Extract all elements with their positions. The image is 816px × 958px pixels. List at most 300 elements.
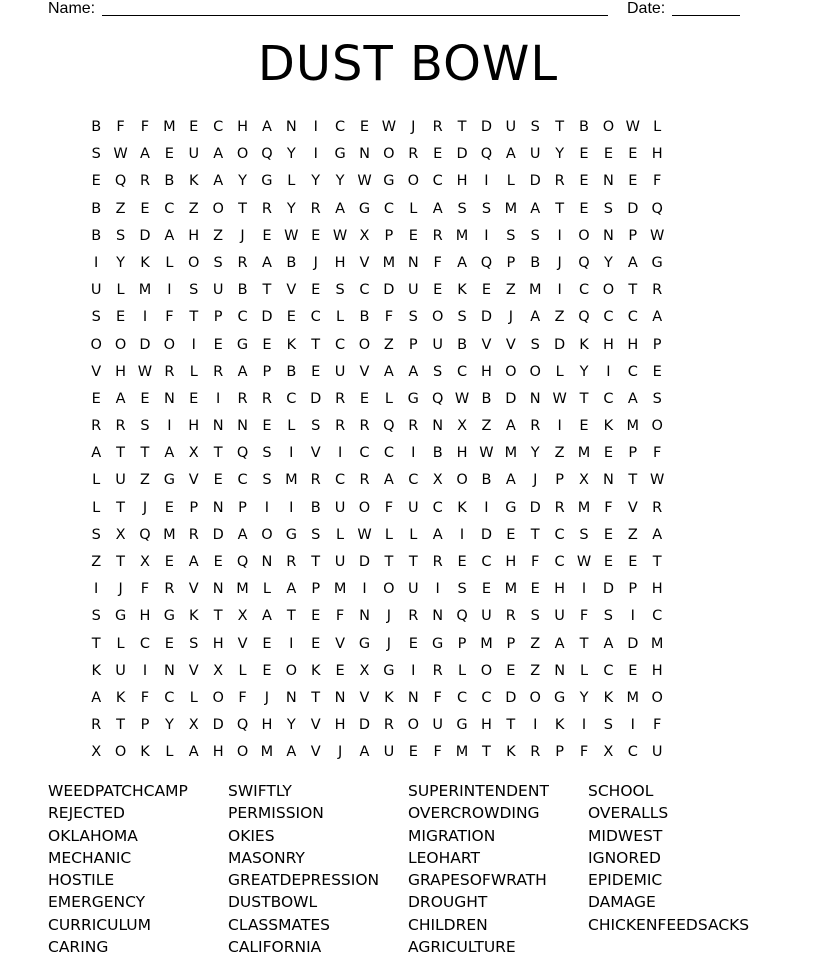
grid-letter[interactable]: J — [142, 499, 148, 516]
grid-letter[interactable]: C — [139, 635, 151, 652]
grid-letter[interactable]: F — [433, 254, 442, 271]
grid-letter[interactable]: B — [91, 200, 102, 217]
grid-letter[interactable]: V — [310, 445, 321, 462]
grid-letter[interactable]: L — [579, 662, 589, 679]
grid-letter[interactable]: E — [189, 119, 199, 135]
grid-letter[interactable]: E — [164, 554, 174, 570]
grid-letter[interactable]: V — [627, 499, 638, 516]
grid-letter[interactable]: E — [262, 227, 272, 244]
grid-letter[interactable]: O — [212, 689, 224, 706]
grid-letter[interactable]: T — [311, 689, 321, 706]
grid-letter[interactable]: V — [505, 336, 516, 353]
grid-letter[interactable]: S — [481, 200, 492, 217]
grid-letter[interactable]: T — [530, 526, 540, 543]
grid-letter[interactable]: B — [457, 336, 468, 353]
grid-letter[interactable]: Q — [114, 173, 127, 190]
grid-letter[interactable]: M — [504, 200, 518, 217]
grid-letter[interactable]: L — [336, 309, 345, 326]
grid-letter[interactable]: U — [407, 581, 419, 598]
grid-letter[interactable]: C — [237, 472, 248, 489]
grid-letter[interactable]: K — [189, 608, 199, 625]
grid-letter[interactable]: V — [359, 254, 370, 271]
grid-letter[interactable]: C — [432, 499, 443, 516]
grid-letter[interactable]: O — [529, 689, 541, 706]
grid-letter[interactable]: M — [626, 689, 640, 706]
grid-letter[interactable]: U — [115, 472, 126, 489]
grid-letter[interactable]: D — [627, 200, 639, 217]
grid-letter[interactable]: D — [212, 717, 224, 734]
grid-letter[interactable]: I — [289, 445, 294, 462]
grid-letter[interactable]: P — [408, 336, 418, 353]
grid-letter[interactable]: H — [188, 418, 200, 435]
grid-letter[interactable]: R — [91, 717, 102, 734]
grid-letter[interactable]: E — [579, 200, 589, 217]
grid-letter[interactable]: D — [529, 499, 541, 516]
grid-letter[interactable]: G — [505, 499, 517, 516]
grid-letter[interactable]: F — [433, 744, 442, 761]
grid-letter[interactable]: J — [118, 581, 123, 598]
grid-letter[interactable]: I — [484, 227, 489, 244]
grid-letter[interactable]: X — [188, 717, 199, 734]
grid-letter[interactable]: E — [579, 146, 589, 163]
grid-letter[interactable]: E — [408, 227, 418, 244]
grid-letter[interactable]: C — [237, 309, 248, 326]
grid-letter[interactable]: N — [432, 418, 444, 435]
grid-letter[interactable]: T — [506, 717, 516, 734]
grid-letter[interactable]: S — [579, 526, 589, 543]
grid-letter[interactable]: F — [140, 689, 150, 706]
grid-letter[interactable]: T — [116, 554, 126, 570]
grid-letter[interactable]: I — [557, 282, 562, 299]
grid-letter[interactable]: J — [264, 689, 270, 706]
grid-letter[interactable]: U — [334, 363, 346, 380]
grid-letter[interactable]: A — [530, 309, 541, 326]
grid-letter[interactable]: P — [384, 227, 394, 244]
grid-letter[interactable]: E — [603, 146, 613, 163]
grid-letter[interactable]: Q — [578, 309, 590, 326]
grid-letter[interactable]: P — [238, 499, 247, 516]
grid-letter[interactable]: D — [602, 581, 614, 598]
grid-letter[interactable]: E — [335, 662, 345, 679]
grid-letter[interactable]: L — [189, 363, 198, 380]
grid-letter[interactable]: J — [240, 227, 245, 244]
grid-letter[interactable]: I — [94, 254, 99, 271]
grid-letter[interactable]: W — [650, 472, 665, 489]
grid-letter[interactable]: O — [578, 227, 590, 244]
grid-letter[interactable]: K — [140, 744, 150, 761]
grid-letter[interactable]: T — [116, 445, 126, 462]
grid-letter[interactable]: R — [408, 418, 419, 435]
grid-letter[interactable]: X — [579, 472, 589, 489]
grid-letter[interactable]: E — [164, 146, 174, 163]
grid-letter[interactable]: G — [553, 689, 566, 706]
grid-letter[interactable]: X — [359, 227, 370, 244]
grid-letter[interactable]: X — [115, 526, 126, 543]
grid-letter[interactable]: I — [484, 499, 489, 516]
grid-letter[interactable]: E — [628, 146, 638, 163]
grid-letter[interactable]: A — [237, 363, 248, 380]
grid-letter[interactable]: J — [386, 608, 392, 625]
grid-letter[interactable]: U — [432, 336, 443, 353]
grid-letter[interactable]: N — [602, 472, 614, 489]
grid-letter[interactable]: H — [602, 336, 614, 353]
grid-letter[interactable]: F — [653, 173, 662, 190]
grid-letter[interactable]: M — [285, 472, 298, 489]
grid-letter[interactable]: W — [113, 146, 128, 163]
grid-letter[interactable]: N — [261, 554, 273, 570]
grid-letter[interactable]: E — [213, 554, 223, 570]
grid-letter[interactable]: R — [115, 418, 126, 435]
grid-letter[interactable]: R — [91, 418, 102, 435]
grid-letter[interactable]: E — [457, 554, 467, 570]
grid-letter[interactable]: E — [506, 526, 516, 543]
grid-letter[interactable]: T — [213, 608, 223, 625]
grid-letter[interactable]: E — [408, 635, 418, 652]
grid-letter[interactable]: U — [383, 744, 395, 761]
grid-letter[interactable]: O — [358, 336, 371, 353]
grid-letter[interactable]: S — [506, 227, 516, 244]
grid-letter[interactable]: S — [603, 717, 613, 734]
grid-letter[interactable]: P — [628, 445, 638, 462]
grid-letter[interactable]: R — [164, 363, 175, 380]
grid-letter[interactable]: R — [359, 418, 370, 435]
grid-letter[interactable]: O — [114, 744, 127, 761]
grid-letter[interactable]: A — [652, 526, 663, 543]
grid-letter[interactable]: O — [651, 689, 663, 706]
grid-letter[interactable]: X — [457, 418, 468, 435]
grid-letter[interactable]: H — [480, 717, 492, 734]
grid-letter[interactable]: H — [651, 146, 663, 163]
grid-letter[interactable]: Z — [554, 309, 565, 326]
grid-letter[interactable]: U — [505, 119, 517, 135]
grid-letter[interactable]: A — [261, 608, 272, 625]
grid-letter[interactable]: P — [189, 499, 199, 516]
grid-letter[interactable]: L — [409, 526, 418, 543]
grid-letter[interactable]: Z — [627, 526, 638, 543]
grid-letter[interactable]: E — [481, 581, 492, 598]
grid-letter[interactable]: A — [91, 689, 102, 706]
grid-letter[interactable]: W — [479, 445, 494, 462]
grid-letter[interactable]: K — [457, 499, 467, 516]
grid-letter[interactable]: K — [384, 689, 394, 706]
grid-letter[interactable]: E — [530, 581, 540, 598]
grid-letter[interactable]: K — [286, 336, 297, 353]
grid-letter[interactable]: D — [261, 309, 273, 326]
grid-letter[interactable]: L — [287, 173, 296, 190]
grid-letter[interactable]: U — [334, 499, 346, 516]
grid-letter[interactable]: M — [626, 418, 640, 435]
grid-letter[interactable]: B — [481, 390, 492, 407]
grid-letter[interactable]: Z — [530, 635, 541, 652]
grid-letter[interactable]: I — [94, 581, 99, 598]
grid-letter[interactable]: U — [554, 608, 565, 625]
grid-letter[interactable]: L — [555, 363, 564, 380]
grid-letter[interactable]: S — [91, 309, 101, 326]
grid-letter[interactable]: E — [603, 445, 613, 462]
grid-letter[interactable]: T — [482, 744, 491, 761]
grid-letter[interactable]: S — [335, 282, 345, 299]
grid-letter[interactable]: C — [335, 336, 346, 353]
grid-letter[interactable]: U — [407, 499, 419, 516]
grid-letter[interactable]: G — [432, 635, 444, 652]
grid-letter[interactable]: V — [188, 472, 199, 489]
grid-letter[interactable]: Q — [578, 254, 590, 271]
grid-letter[interactable]: E — [506, 662, 516, 679]
grid-letter[interactable]: E — [481, 282, 492, 299]
grid-letter[interactable]: A — [213, 146, 224, 163]
grid-letter[interactable]: G — [285, 526, 297, 543]
grid-letter[interactable]: R — [237, 254, 248, 271]
grid-letter[interactable]: F — [384, 499, 394, 516]
grid-letter[interactable]: R — [261, 200, 272, 217]
grid-letter[interactable]: Y — [116, 254, 126, 271]
grid-letter[interactable]: I — [557, 418, 562, 435]
grid-letter[interactable]: E — [433, 282, 443, 299]
grid-letter[interactable]: X — [91, 744, 102, 761]
grid-letter[interactable]: T — [579, 635, 589, 652]
grid-letter[interactable]: H — [480, 363, 492, 380]
grid-letter[interactable]: O — [358, 499, 371, 516]
grid-letter[interactable]: Q — [383, 418, 395, 435]
grid-letter[interactable]: V — [481, 336, 492, 353]
grid-letter[interactable]: O — [236, 146, 249, 163]
grid-letter[interactable]: A — [383, 472, 394, 489]
grid-letter[interactable]: K — [140, 254, 150, 271]
grid-letter[interactable]: C — [603, 662, 614, 679]
grid-letter[interactable]: C — [456, 363, 468, 380]
grid-letter[interactable]: O — [456, 472, 468, 489]
grid-letter[interactable]: V — [310, 717, 321, 734]
grid-letter[interactable]: M — [504, 445, 518, 462]
grid-letter[interactable]: I — [411, 445, 416, 462]
grid-letter[interactable]: E — [213, 472, 223, 489]
grid-letter[interactable]: C — [359, 282, 370, 299]
grid-letter[interactable]: P — [506, 254, 516, 271]
grid-letter[interactable]: F — [653, 717, 662, 734]
grid-letter[interactable]: T — [213, 445, 223, 462]
grid-letter[interactable]: S — [408, 309, 418, 326]
grid-letter[interactable]: Z — [140, 472, 150, 489]
grid-letter[interactable]: O — [212, 200, 224, 217]
grid-letter[interactable]: L — [92, 499, 101, 516]
grid-letter[interactable]: N — [554, 662, 566, 679]
grid-letter[interactable]: B — [310, 499, 321, 516]
grid-letter[interactable]: I — [264, 499, 270, 516]
grid-letter[interactable]: R — [261, 390, 272, 407]
grid-letter[interactable]: J — [533, 472, 538, 489]
grid-letter[interactable]: W — [650, 227, 665, 244]
grid-letter[interactable]: Q — [480, 146, 493, 163]
grid-letter[interactable]: I — [581, 581, 587, 598]
grid-letter[interactable]: L — [116, 635, 125, 652]
grid-letter[interactable]: E — [164, 499, 174, 516]
grid-letter[interactable]: D — [505, 689, 517, 706]
grid-letter[interactable]: R — [652, 499, 663, 516]
grid-letter[interactable]: I — [216, 390, 221, 407]
grid-letter[interactable]: A — [627, 254, 638, 271]
grid-letter[interactable]: Q — [236, 554, 249, 570]
grid-letter[interactable]: I — [557, 227, 562, 244]
grid-letter[interactable]: T — [628, 472, 638, 489]
grid-letter[interactable]: Z — [383, 336, 394, 353]
grid-letter[interactable]: T — [579, 390, 589, 407]
grid-letter[interactable]: Q — [480, 254, 493, 271]
grid-letter[interactable]: O — [602, 282, 615, 299]
grid-letter[interactable]: E — [213, 336, 223, 353]
grid-letter[interactable]: S — [115, 227, 126, 244]
grid-letter[interactable]: R — [237, 390, 248, 407]
grid-letter[interactable]: L — [653, 119, 662, 135]
grid-letter[interactable]: I — [362, 581, 367, 598]
grid-letter[interactable]: S — [91, 608, 101, 625]
grid-letter[interactable]: S — [91, 526, 101, 543]
grid-letter[interactable]: E — [311, 635, 321, 652]
grid-letter[interactable]: E — [116, 309, 126, 326]
grid-letter[interactable]: G — [163, 608, 175, 625]
grid-letter[interactable]: C — [164, 689, 175, 706]
grid-letter[interactable]: Y — [286, 717, 296, 734]
grid-letter[interactable]: D — [480, 526, 493, 543]
grid-letter[interactable]: Q — [431, 390, 444, 407]
grid-letter[interactable]: T — [140, 445, 150, 462]
grid-letter[interactable]: G — [163, 472, 175, 489]
grid-letter[interactable]: P — [140, 717, 150, 734]
grid-letter[interactable]: U — [90, 282, 102, 299]
grid-letter[interactable]: W — [381, 119, 397, 135]
grid-letter[interactable]: B — [237, 282, 248, 299]
grid-letter[interactable]: M — [577, 445, 591, 462]
grid-letter[interactable]: D — [139, 227, 151, 244]
grid-letter[interactable]: D — [480, 309, 493, 326]
grid-letter[interactable]: P — [262, 363, 272, 380]
grid-letter[interactable]: C — [627, 744, 638, 761]
grid-letter[interactable]: N — [285, 689, 297, 706]
grid-letter[interactable]: X — [213, 662, 224, 679]
grid-letter[interactable]: E — [628, 554, 638, 570]
grid-letter[interactable]: R — [164, 581, 175, 598]
grid-letter[interactable]: S — [213, 254, 223, 271]
grid-letter[interactable]: Q — [236, 717, 249, 734]
grid-letter[interactable]: D — [212, 526, 224, 543]
grid-letter[interactable]: T — [189, 309, 199, 326]
grid-letter[interactable]: O — [602, 119, 615, 135]
grid-letter[interactable]: O — [188, 254, 200, 271]
grid-letter[interactable]: I — [142, 309, 148, 326]
grid-letter[interactable]: V — [310, 744, 321, 761]
grid-letter[interactable]: T — [116, 499, 126, 516]
grid-letter[interactable]: E — [311, 282, 321, 299]
grid-letter[interactable]: G — [261, 173, 273, 190]
grid-letter[interactable]: B — [286, 254, 297, 271]
grid-letter[interactable]: T — [238, 200, 247, 217]
grid-letter[interactable]: B — [359, 309, 370, 326]
grid-letter[interactable]: N — [359, 608, 370, 625]
grid-letter[interactable]: M — [163, 119, 176, 135]
grid-letter[interactable]: W — [137, 363, 153, 380]
grid-letter[interactable]: T — [311, 336, 321, 353]
grid-letter[interactable]: F — [165, 309, 174, 326]
grid-letter[interactable]: I — [142, 662, 148, 679]
grid-letter[interactable]: E — [359, 119, 370, 135]
grid-letter[interactable]: X — [237, 608, 248, 625]
grid-letter[interactable]: E — [164, 635, 174, 652]
grid-letter[interactable]: G — [358, 200, 371, 217]
grid-letter[interactable]: J — [386, 635, 392, 652]
grid-letter[interactable]: C — [456, 689, 468, 706]
grid-letter[interactable]: T — [311, 554, 321, 570]
date-input-line[interactable] — [672, 15, 740, 16]
grid-letter[interactable]: Z — [213, 227, 224, 244]
grid-letter[interactable]: S — [652, 390, 662, 407]
grid-letter[interactable]: C — [481, 689, 492, 706]
grid-letter[interactable]: T — [555, 200, 565, 217]
grid-letter[interactable]: Y — [286, 200, 296, 217]
grid-letter[interactable]: I — [630, 608, 635, 625]
grid-letter[interactable]: D — [627, 635, 639, 652]
grid-letter[interactable]: O — [383, 146, 395, 163]
grid-letter[interactable]: A — [91, 445, 102, 462]
grid-letter[interactable]: E — [311, 608, 321, 625]
grid-letter[interactable]: D — [456, 146, 468, 163]
grid-letter[interactable]: S — [262, 445, 272, 462]
grid-letter[interactable]: R — [213, 363, 224, 380]
grid-letter[interactable]: L — [92, 472, 101, 489]
grid-letter[interactable]: F — [579, 608, 589, 625]
grid-letter[interactable]: R — [432, 227, 443, 244]
grid-letter[interactable]: P — [213, 309, 223, 326]
grid-letter[interactable]: U — [115, 662, 126, 679]
grid-letter[interactable]: A — [432, 526, 443, 543]
grid-letter[interactable]: B — [481, 472, 492, 489]
grid-letter[interactable]: M — [138, 282, 152, 299]
grid-letter[interactable]: I — [459, 526, 465, 543]
grid-letter[interactable]: R — [359, 472, 370, 489]
grid-letter[interactable]: A — [188, 554, 199, 570]
grid-letter[interactable]: O — [90, 336, 102, 353]
grid-letter[interactable]: Z — [115, 200, 126, 217]
grid-letter[interactable]: S — [457, 200, 467, 217]
grid-letter[interactable]: F — [579, 744, 589, 761]
grid-letter[interactable]: N — [432, 608, 444, 625]
grid-letter[interactable]: P — [311, 581, 321, 598]
grid-letter[interactable]: V — [237, 635, 248, 652]
grid-letter[interactable]: G — [651, 254, 663, 271]
grid-letter[interactable]: O — [261, 526, 273, 543]
grid-letter[interactable]: M — [480, 635, 493, 652]
grid-letter[interactable]: N — [407, 689, 419, 706]
grid-letter[interactable]: Y — [238, 173, 247, 190]
grid-letter[interactable]: X — [432, 472, 443, 489]
grid-letter[interactable]: C — [652, 608, 663, 625]
grid-letter[interactable]: T — [286, 608, 296, 625]
grid-letter[interactable]: S — [91, 146, 101, 163]
grid-letter[interactable]: Y — [335, 173, 345, 190]
grid-letter[interactable]: G — [383, 662, 395, 679]
grid-letter[interactable]: M — [382, 254, 396, 271]
grid-letter[interactable]: M — [455, 227, 469, 244]
grid-letter[interactable]: R — [530, 744, 541, 761]
grid-letter[interactable]: Q — [236, 445, 249, 462]
grid-letter[interactable]: E — [652, 363, 662, 380]
grid-letter[interactable]: F — [335, 608, 345, 625]
grid-letter[interactable]: T — [384, 554, 394, 570]
grid-letter[interactable]: O — [407, 173, 419, 190]
grid-letter[interactable]: S — [311, 418, 321, 435]
grid-letter[interactable]: M — [260, 744, 274, 761]
grid-letter[interactable]: E — [262, 418, 272, 435]
grid-letter[interactable]: K — [554, 717, 565, 734]
grid-letter[interactable]: E — [262, 662, 272, 679]
